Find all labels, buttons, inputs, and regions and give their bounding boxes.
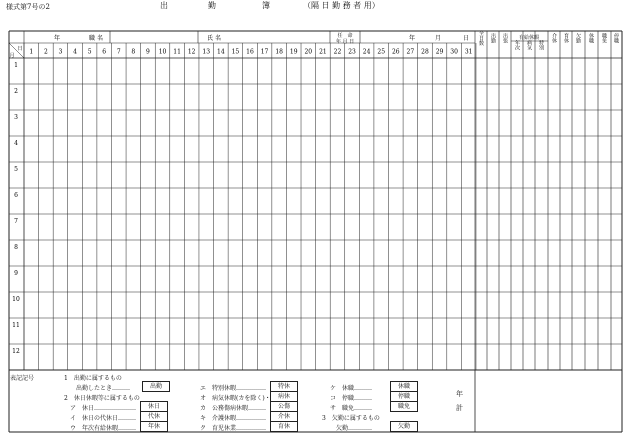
day-number-28: 28 bbox=[421, 48, 429, 56]
day-number-24: 24 bbox=[362, 48, 371, 56]
summary-header-byouki: 病気 bbox=[526, 40, 532, 50]
annual-total-label-2: 計 bbox=[456, 404, 463, 412]
day-number-13: 13 bbox=[202, 48, 211, 56]
month-number-8: 8 bbox=[14, 244, 18, 251]
heading-subtitle: （隔 日 勤 務 者 用） bbox=[303, 1, 380, 10]
legend-item-a: ア 休日………………… bbox=[70, 405, 137, 412]
day-number-5: 5 bbox=[87, 48, 92, 56]
month-number-7: 7 bbox=[14, 218, 18, 225]
month-number-1: 1 bbox=[14, 62, 18, 69]
day-number-23: 23 bbox=[348, 48, 356, 56]
month-number-10: 10 bbox=[12, 296, 20, 303]
day-number-4: 4 bbox=[73, 48, 77, 56]
day-number-18: 18 bbox=[275, 48, 283, 56]
legend-item-ke: ケ 休職……… bbox=[330, 385, 373, 392]
summary-header-shokumen: 職免 bbox=[601, 33, 607, 43]
legend-section-3: 3 欠勤に属するもの bbox=[322, 415, 380, 422]
month-number-2: 2 bbox=[14, 88, 18, 95]
day-number-27: 27 bbox=[406, 48, 415, 56]
appointment-date-label: 年 月 日 bbox=[335, 39, 355, 45]
corner-month-label: 月 bbox=[9, 53, 15, 59]
paid-leave-header: 有給休暇 bbox=[518, 35, 540, 41]
day-number-16: 16 bbox=[246, 48, 254, 56]
day-number-26: 26 bbox=[391, 48, 400, 56]
day-number-10: 10 bbox=[158, 48, 167, 56]
day-number-3: 3 bbox=[58, 48, 63, 56]
summary-header-kouka: 介休 bbox=[551, 33, 557, 43]
legend-item-kekkin: 欠勤………… bbox=[336, 425, 373, 432]
code-box-i: 代休 bbox=[140, 411, 168, 422]
legend-title: 表記記号 bbox=[10, 375, 35, 382]
code-box-u: 年休 bbox=[140, 421, 168, 432]
code-box-sa: 職免 bbox=[390, 401, 418, 412]
day-number-6: 6 bbox=[102, 48, 107, 56]
legend-item-ka: カ 公務傷病休暇……… bbox=[200, 405, 267, 412]
summary-header-nenkyu: 年次 bbox=[514, 40, 520, 50]
month-number-6: 6 bbox=[14, 192, 18, 199]
day-number-7: 7 bbox=[116, 48, 121, 56]
position-label: 職 名 bbox=[89, 35, 103, 42]
day-number-29: 29 bbox=[435, 48, 444, 56]
day-number-15: 15 bbox=[231, 48, 240, 56]
code-box-e: 特休 bbox=[270, 381, 298, 392]
day-number-14: 14 bbox=[217, 48, 225, 56]
day-number-8: 8 bbox=[131, 48, 136, 56]
summary-header-kyuushoku: 休職 bbox=[588, 33, 594, 43]
appointment-month-label: 月 bbox=[434, 35, 442, 42]
day-number-25: 25 bbox=[377, 48, 386, 56]
day-number-31: 31 bbox=[464, 48, 473, 56]
appointment-year-label: 年 bbox=[408, 35, 416, 42]
day-number-1: 1 bbox=[29, 48, 34, 56]
legend-item-sa: サ 職免……… bbox=[330, 405, 373, 412]
day-number-11: 11 bbox=[173, 48, 181, 56]
month-number-5: 5 bbox=[14, 166, 18, 173]
month-number-11: 11 bbox=[12, 322, 20, 329]
legend-item-e: エ 特別休暇…………… bbox=[200, 385, 267, 392]
summary-header-zennichi: 全日数 bbox=[478, 30, 484, 46]
appointment-day-label: 日 bbox=[462, 35, 470, 42]
code-box-o: 病休 bbox=[270, 391, 298, 402]
legend-item-ku: ク 育児休業…………… bbox=[200, 425, 267, 432]
code-box-ku: 育休 bbox=[270, 421, 298, 432]
month-number-3: 3 bbox=[14, 114, 18, 121]
legend-item-ki: キ 介護休暇…………… bbox=[200, 415, 267, 422]
legend-item-i: イ 休日の代休日……… bbox=[70, 415, 137, 422]
heading-char-1: 出 bbox=[160, 1, 168, 10]
summary-header-teishoku: 停職 bbox=[613, 33, 619, 43]
corner-day-label: 日 bbox=[17, 46, 23, 52]
day-number-22: 22 bbox=[333, 48, 342, 56]
legend-section-2: 2 休日休暇等に属するもの bbox=[64, 395, 140, 402]
summary-header-shucchou: 出張 bbox=[502, 33, 508, 43]
form-number: 様式第7号の2 bbox=[6, 3, 50, 11]
code-box-shukkin: 出勤 bbox=[142, 381, 170, 392]
annual-total-label-1: 年 bbox=[456, 390, 463, 398]
code-box-ko: 停職 bbox=[390, 391, 418, 402]
month-number-4: 4 bbox=[14, 140, 18, 147]
code-box-ka: 公傷 bbox=[270, 401, 298, 412]
day-number-17: 17 bbox=[260, 48, 269, 56]
legend-section-1: 1 出勤に属するもの bbox=[64, 375, 122, 382]
legend-item-shukkin: 出勤したとき……… bbox=[76, 385, 131, 392]
day-number-19: 19 bbox=[289, 48, 298, 56]
year-label: 年 bbox=[53, 35, 61, 42]
day-number-12: 12 bbox=[187, 48, 196, 56]
legend-item-ko: コ 停職……… bbox=[330, 395, 373, 402]
code-box-ke: 休職 bbox=[390, 381, 418, 392]
day-number-30: 30 bbox=[450, 48, 458, 56]
heading-char-2: 勤 bbox=[208, 1, 216, 10]
summary-header-kekkin: 欠勤 bbox=[575, 33, 581, 43]
summary-header-shukkin: 出勤 bbox=[490, 33, 496, 43]
month-number-12: 12 bbox=[12, 348, 20, 355]
day-number-9: 9 bbox=[146, 48, 150, 56]
code-box-a: 休日 bbox=[140, 401, 168, 412]
legend-item-o: オ 病気休暇(カを除く)・ bbox=[200, 395, 271, 402]
code-box-ki: 介休 bbox=[270, 411, 298, 422]
day-number-20: 20 bbox=[304, 48, 313, 56]
day-number-21: 21 bbox=[319, 48, 327, 56]
legend-item-u: ウ 年次有給休暇……… bbox=[70, 425, 137, 432]
month-number-9: 9 bbox=[14, 270, 18, 277]
name-label: 氏 名 bbox=[207, 35, 221, 42]
summary-header-tokubetsu: 特別 bbox=[538, 40, 544, 50]
heading-char-3: 簿 bbox=[262, 1, 270, 10]
appointment-label: 任 命 bbox=[337, 33, 353, 39]
summary-header-ikukyuu: 育休 bbox=[563, 33, 569, 43]
day-number-2: 2 bbox=[43, 48, 48, 56]
code-box-kekkin: 欠勤 bbox=[390, 421, 418, 432]
